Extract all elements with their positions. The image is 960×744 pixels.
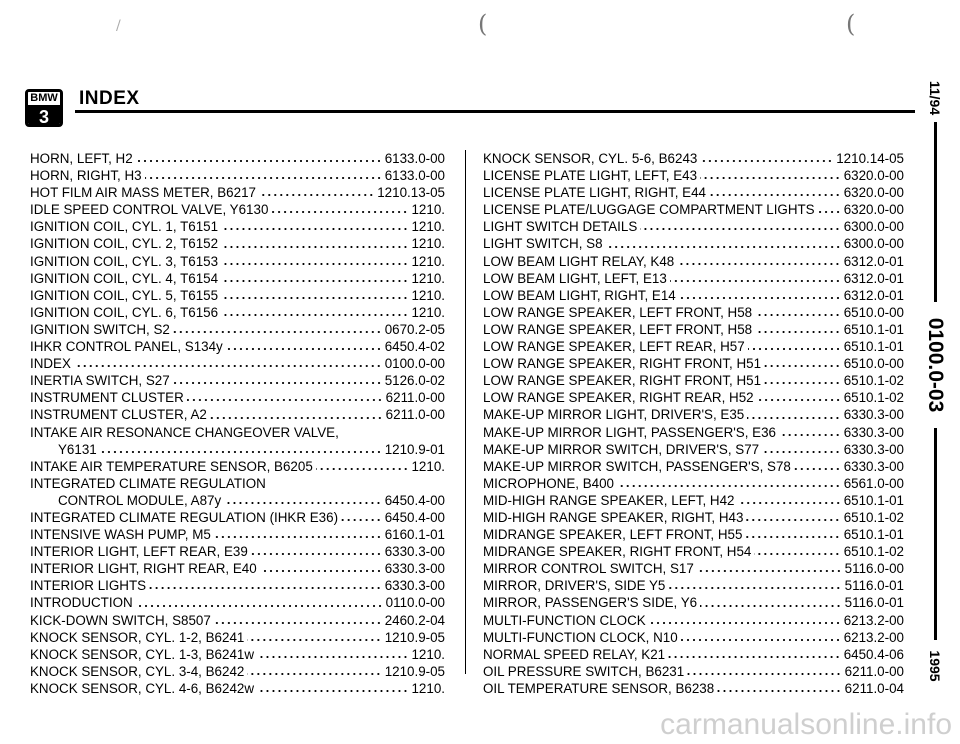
- entry-label: HORN, LEFT, H2: [30, 151, 133, 166]
- dot-leader: [341, 518, 382, 522]
- dot-leader: [794, 467, 841, 471]
- entry-reference: 1210.14-05: [836, 151, 904, 166]
- header-divider: [75, 110, 915, 113]
- entry-label: MIRROR, PASSENGER'S SIDE, Y6: [483, 595, 698, 611]
- entry-reference: 6510.1-01: [843, 527, 904, 543]
- index-entry: [30, 235, 445, 252]
- entry-label: LOW RANGE SPEAKER, RIGHT FRONT, H51: [483, 356, 762, 372]
- entry-label: INTAKE AIR TEMPERATURE SENSOR, B6205: [30, 458, 313, 474]
- index-entry: [30, 509, 445, 526]
- entry-label: HOT FILM AIR MASS METER, B6217: [30, 185, 256, 201]
- index-entry: [30, 287, 445, 304]
- entry-reference: 6510.1-02: [843, 544, 904, 560]
- entry-label: LOW RANGE SPEAKER, RIGHT FRONT, H51: [483, 373, 762, 389]
- entry-reference: 6510.1-02: [843, 373, 904, 389]
- entry-reference: 6211.0-00: [385, 407, 445, 423]
- logo-brand-text: BMW: [28, 92, 60, 107]
- entry-label: MAKE-UP MIRROR LIGHT, PASSENGER'S, E36: [483, 424, 777, 440]
- entry-label: MIDRANGE SPEAKER, RIGHT FRONT, H54: [483, 544, 752, 560]
- revision-date: 11/94: [927, 80, 943, 116]
- entry-reference: 6330.3-00: [843, 407, 904, 423]
- entry-label: MICROPHONE, B400: [483, 475, 614, 491]
- entry-label: MID-HIGH RANGE SPEAKER, RIGHT, H43: [483, 509, 744, 525]
- index-entry: [30, 680, 445, 697]
- entry-label: MAKE-UP MIRROR SWITCH, DRIVER'S, S77: [483, 441, 760, 457]
- entry-reference: 6450.4-06: [843, 646, 904, 662]
- dot-leader: [717, 689, 841, 693]
- entry-reference: 1210.9-05: [384, 629, 445, 645]
- index-entry: [483, 355, 904, 372]
- index-entry: [483, 543, 904, 560]
- index-entry: [483, 167, 904, 184]
- index-entry: [483, 270, 904, 287]
- entry-reference: 6160.1-01: [384, 527, 445, 543]
- entry-label: LOW RANGE SPEAKER, LEFT FRONT, H58: [483, 321, 753, 337]
- index-entry: [30, 594, 445, 611]
- index-entry: [483, 235, 904, 252]
- entry-label: IGNITION COIL, CYL. 5, T6155: [30, 287, 219, 303]
- entry-label: MULTI-FUNCTION CLOCK: [483, 612, 646, 628]
- index-entry: [30, 612, 445, 629]
- entry-label: OIL PRESSURE SWITCH, B6231: [483, 663, 685, 679]
- entry-reference: 1210.: [411, 270, 445, 286]
- index-entry: [483, 253, 904, 270]
- entry-reference: 6300.0-00: [843, 219, 904, 235]
- index-entry: [30, 167, 445, 184]
- index-entry: [30, 475, 445, 492]
- entry-label: INTENSIVE WASH PUMP, M5: [30, 527, 211, 543]
- entry-reference: 6510.1-02: [843, 509, 904, 525]
- index-entry: [483, 389, 904, 406]
- index-entry: [483, 150, 904, 167]
- entry-label: KNOCK SENSOR, CYL. 1-2, B6241: [30, 629, 245, 645]
- entry-reference: 0110.0-00: [385, 595, 445, 611]
- index-entry: [483, 560, 904, 577]
- scan-mark: (: [478, 10, 488, 38]
- index-entry: [483, 201, 904, 218]
- index-entry: [483, 577, 904, 594]
- entry-label: INSTRUMENT CLUSTER: [30, 390, 184, 406]
- dot-leader: [700, 159, 833, 163]
- index-entry: [483, 372, 904, 389]
- entry-label: LOW BEAM LIGHT, RIGHT, E14: [483, 287, 676, 303]
- entry-label: MAKE-UP MIRROR LIGHT, DRIVER'S, E35: [483, 407, 745, 423]
- dot-leader: [247, 672, 381, 676]
- entry-label: INTERIOR LIGHT, LEFT REAR, E39: [30, 544, 248, 560]
- index-entry: [483, 184, 904, 201]
- index-entry: [30, 543, 445, 560]
- dot-leader: [173, 381, 382, 385]
- dot-leader: [316, 467, 409, 471]
- dot-leader: [738, 501, 841, 505]
- entry-reference: 6211.0-00: [844, 663, 904, 679]
- entry-label: LOW RANGE SPEAKER, LEFT REAR, H57: [483, 339, 745, 355]
- entry-reference: 6450.4-02: [384, 339, 445, 355]
- entry-label: LOW BEAM LIGHT, LEFT, E13: [483, 270, 667, 286]
- entry-reference: 5116.0-01: [844, 578, 904, 594]
- entry-reference: 6510.0-00: [843, 304, 904, 320]
- entry-reference: 1210.: [411, 253, 445, 269]
- entry-label: KNOCK SENSOR, CYL. 3-4, B6242: [30, 663, 245, 679]
- entry-reference: 6213.2-00: [843, 629, 904, 645]
- entry-reference: 1210.: [411, 287, 445, 303]
- index-entry: [30, 201, 445, 218]
- dot-leader: [100, 450, 382, 454]
- index-entry: [30, 253, 445, 270]
- entry-label: LICENSE PLATE LIGHT, LEFT, E43: [483, 168, 698, 184]
- index-entry: [30, 629, 445, 646]
- index-entry: [30, 458, 445, 475]
- dot-leader: [709, 193, 841, 197]
- entry-reference: 5116.0-01: [844, 595, 904, 611]
- entry-label: INTEGRATED CLIMATE REGULATION (IHKR E36): [30, 509, 339, 525]
- index-entry: [483, 612, 904, 629]
- dot-leader: [764, 381, 841, 385]
- index-entry: [30, 492, 445, 509]
- entry-label: MAKE-UP MIRROR SWITCH, PASSENGER'S, S78: [483, 458, 791, 474]
- entry-reference: 1210.: [411, 458, 445, 474]
- dot-leader: [757, 398, 841, 402]
- entry-label: CONTROL MODULE, A87y: [58, 492, 222, 508]
- entry-reference: 6320.0-00: [843, 202, 904, 218]
- index-entry: [30, 560, 445, 577]
- entry-reference: 1210.13-05: [377, 185, 445, 201]
- dot-leader: [764, 364, 841, 368]
- dot-leader: [697, 569, 842, 573]
- page-header: [25, 89, 915, 129]
- entry-label: Y6131: [58, 441, 97, 457]
- entry-reference: 1210.: [411, 236, 445, 252]
- index-entry: [30, 304, 445, 321]
- entry-label: IGNITION COIL, CYL. 2, T6152: [30, 236, 219, 252]
- entry-reference: 1210.9-05: [384, 663, 445, 679]
- entry-label: KNOCK SENSOR, CYL. 4-6, B6242w: [30, 680, 255, 696]
- entry-label: IGNITION COIL, CYL. 1, T6151: [30, 219, 219, 235]
- entry-label: IHKR CONTROL PANEL, S134y: [30, 339, 223, 355]
- entry-reference: 1210.: [411, 646, 445, 662]
- index-column-right: [483, 150, 904, 697]
- entry-reference: 1210.: [411, 304, 445, 320]
- entry-reference: 6330.3-00: [843, 424, 904, 440]
- entry-label: NORMAL SPEED RELAY, K21: [483, 646, 666, 662]
- index-entry: [30, 441, 445, 458]
- index-entry: [30, 184, 445, 201]
- entry-label: IGNITION COIL, CYL. 6, T6156: [30, 304, 219, 320]
- index-entry: [30, 663, 445, 680]
- entry-reference: 6312.0-01: [843, 253, 904, 269]
- column-divider: [465, 150, 466, 674]
- dot-leader: [670, 279, 841, 283]
- index-entry: [483, 458, 904, 475]
- entry-reference: 6312.0-01: [843, 270, 904, 286]
- logo-series-number: 3: [28, 107, 60, 127]
- index-entry: [483, 492, 904, 509]
- entry-reference: 1210.: [411, 202, 445, 218]
- index-entry: [30, 424, 445, 441]
- entry-label: KNOCK SENSOR, CYL. 1-3, B6241w: [30, 646, 255, 662]
- dot-leader: [173, 330, 382, 334]
- entry-reference: 6320.0-00: [843, 168, 904, 184]
- index-entry: [483, 680, 904, 697]
- dot-leader: [251, 552, 382, 556]
- entry-label: LOW RANGE SPEAKER, RIGHT REAR, H52: [483, 390, 754, 406]
- entry-label: IGNITION SWITCH, S2: [30, 321, 170, 337]
- index-entry: [483, 338, 904, 355]
- dot-leader: [187, 398, 383, 402]
- entry-label: LOW RANGE SPEAKER, LEFT FRONT, H58: [483, 304, 753, 320]
- watermark: carmanualsonline.info: [660, 708, 952, 741]
- index-entry: [483, 509, 904, 526]
- dot-leader: [818, 210, 841, 214]
- index-entry: [483, 629, 904, 646]
- scan-mark: (: [846, 10, 856, 38]
- index-column-left: [30, 150, 445, 697]
- dot-leader: [754, 552, 840, 556]
- index-entry: [483, 646, 904, 663]
- dot-leader: [617, 484, 841, 488]
- dot-leader: [679, 296, 841, 300]
- dot-leader: [226, 347, 382, 351]
- entry-reference: 0100.0-00: [384, 356, 445, 372]
- index-entry: [30, 526, 445, 543]
- index-entry: [30, 321, 445, 338]
- entry-reference: 6510.1-01: [843, 321, 904, 337]
- index-entry: [30, 406, 445, 423]
- dot-leader: [762, 450, 841, 454]
- dot-leader: [210, 416, 383, 420]
- sidebar-line: [934, 428, 937, 640]
- dot-leader: [221, 245, 408, 249]
- entry-reference: 6213.2-00: [843, 612, 904, 628]
- scan-mark: /: [116, 18, 121, 34]
- dot-leader: [260, 569, 382, 573]
- index-entry: [30, 218, 445, 235]
- entry-reference: 6510.1-01: [843, 492, 904, 508]
- dot-leader: [221, 313, 408, 317]
- dot-leader: [257, 689, 408, 693]
- entry-label: IGNITION COIL, CYL. 4, T6154: [30, 270, 219, 286]
- dot-leader: [700, 604, 842, 608]
- index-entry: [30, 270, 445, 287]
- entry-reference: 6133.0-00: [384, 151, 445, 166]
- page-sidebar: [915, 80, 955, 700]
- entry-reference: 6312.0-01: [843, 287, 904, 303]
- entry-label: KNOCK SENSOR, CYL. 5-6, B6243: [483, 151, 698, 166]
- dot-leader: [681, 638, 841, 642]
- entry-reference: 6330.3-00: [843, 441, 904, 457]
- entry-reference: 6320.0-00: [843, 185, 904, 201]
- index-entry: [30, 646, 445, 663]
- index-entry: [483, 441, 904, 458]
- entry-reference: 6330.3-00: [384, 578, 445, 594]
- dot-leader: [259, 193, 374, 197]
- entry-reference: 6211.0-00: [385, 390, 445, 406]
- index-entry: [483, 287, 904, 304]
- entry-reference: 6133.0-00: [384, 168, 445, 184]
- dot-leader: [149, 586, 382, 590]
- entry-label: INSTRUMENT CLUSTER, A2: [30, 407, 207, 423]
- dot-leader: [221, 227, 408, 231]
- dot-leader: [74, 364, 382, 368]
- page-title: INDEX: [79, 88, 140, 109]
- dot-leader: [247, 638, 381, 642]
- entry-reference: 1210.: [411, 219, 445, 235]
- entry-label: MULTI-FUNCTION CLOCK, N10: [483, 629, 678, 645]
- index-entry: [30, 389, 445, 406]
- dot-leader: [748, 347, 841, 351]
- dot-leader: [747, 416, 840, 420]
- dot-leader: [221, 262, 408, 266]
- dot-leader: [145, 176, 382, 180]
- index-entry: [30, 372, 445, 389]
- bmw-logo: [25, 89, 63, 127]
- entry-label: KICK-DOWN SWITCH, S8507: [30, 612, 211, 628]
- entry-reference: 6510.0-00: [843, 356, 904, 372]
- index-entry: [483, 526, 904, 543]
- index-entry: [483, 594, 904, 611]
- dot-leader: [214, 535, 382, 539]
- entry-label: MID-HIGH RANGE SPEAKER, LEFT, H42: [483, 492, 735, 508]
- index-entry: [483, 475, 904, 492]
- dot-leader: [221, 296, 408, 300]
- index-entry: [483, 663, 904, 680]
- entry-reference: 6300.0-00: [843, 236, 904, 252]
- dot-leader: [745, 535, 840, 539]
- entry-reference: 5126.0-02: [384, 373, 445, 389]
- dot-leader: [755, 313, 841, 317]
- entry-reference: 2460.2-04: [384, 612, 445, 628]
- index-entry: [30, 338, 445, 355]
- dot-leader: [677, 262, 840, 266]
- entry-label: OIL TEMPERATURE SENSOR, B6238: [483, 680, 715, 696]
- entry-label: INTAKE AIR RESONANCE CHANGEOVER VALVE,: [30, 424, 339, 440]
- entry-label: LICENSE PLATE LIGHT, RIGHT, E44: [483, 185, 706, 201]
- dot-leader: [687, 672, 842, 676]
- dot-leader: [136, 159, 382, 163]
- entry-reference: 6330.3-00: [843, 458, 904, 474]
- entry-label: INERTIA SWITCH, S27: [30, 373, 170, 389]
- dot-leader: [271, 210, 408, 214]
- entry-reference: 1210.: [411, 680, 445, 696]
- dot-leader: [649, 621, 841, 625]
- dot-leader: [221, 279, 408, 283]
- entry-label: INTRODUCTION: [30, 595, 133, 611]
- entry-label: IDLE SPEED CONTROL VALVE, Y6130: [30, 202, 269, 218]
- entry-label: LIGHT SWITCH DETAILS: [483, 219, 638, 235]
- entry-reference: 6510.1-01: [843, 339, 904, 355]
- entry-label: IGNITION COIL, CYL. 3, T6153: [30, 253, 219, 269]
- dot-leader: [779, 433, 841, 437]
- dot-leader: [668, 586, 841, 590]
- entry-reference: 6561.0-00: [843, 475, 904, 491]
- model-year: 1995: [927, 650, 943, 682]
- entry-label: MIRROR, DRIVER'S, SIDE Y5: [483, 578, 666, 594]
- entry-reference: 5116.0-00: [844, 561, 904, 577]
- sidebar-line: [934, 122, 937, 302]
- entry-reference: 6330.3-00: [384, 544, 445, 560]
- entry-reference: 6330.3-00: [384, 561, 445, 577]
- dot-leader: [746, 518, 840, 522]
- dot-leader: [214, 621, 382, 625]
- entry-label: LICENSE PLATE/LUGGAGE COMPARTMENT LIGHTS: [483, 202, 815, 218]
- entry-label: MIDRANGE SPEAKER, LEFT FRONT, H55: [483, 527, 743, 543]
- index-entry: [483, 424, 904, 441]
- index-entry: [483, 321, 904, 338]
- index-entry: [483, 406, 904, 423]
- dot-leader: [700, 176, 841, 180]
- entry-label: INTEGRATED CLIMATE REGULATION: [30, 475, 266, 491]
- index-entry: [483, 218, 904, 235]
- dot-leader: [668, 655, 841, 659]
- entry-reference: 6450.4-00: [384, 492, 445, 508]
- index-entry: [30, 577, 445, 594]
- entry-label: INDEX: [30, 356, 71, 372]
- entry-reference: 6211.0-04: [844, 680, 904, 696]
- dot-leader: [136, 604, 383, 608]
- entry-label: MIRROR CONTROL SWITCH, S17: [483, 561, 694, 577]
- dot-leader: [755, 330, 841, 334]
- entry-reference: 1210.9-01: [384, 441, 445, 457]
- entry-reference: 6450.4-00: [384, 509, 445, 525]
- entry-reference: 6510.1-02: [843, 390, 904, 406]
- index-entry: [30, 355, 445, 372]
- entry-label: LIGHT SWITCH, S8: [483, 236, 603, 252]
- index-entry: [30, 150, 445, 167]
- index-entry: [483, 304, 904, 321]
- dot-leader: [257, 655, 408, 659]
- dot-leader: [606, 245, 841, 249]
- dot-leader: [640, 227, 840, 231]
- entry-label: INTERIOR LIGHT, RIGHT REAR, E40: [30, 561, 257, 577]
- dot-leader: [224, 501, 381, 505]
- entry-reference: 0670.2-05: [384, 321, 445, 337]
- entry-label: INTERIOR LIGHTS: [30, 578, 147, 594]
- entry-label: HORN, RIGHT, H3: [30, 168, 142, 184]
- page-number: 0100.0-03: [924, 317, 947, 413]
- entry-label: LOW BEAM LIGHT RELAY, K48: [483, 253, 675, 269]
